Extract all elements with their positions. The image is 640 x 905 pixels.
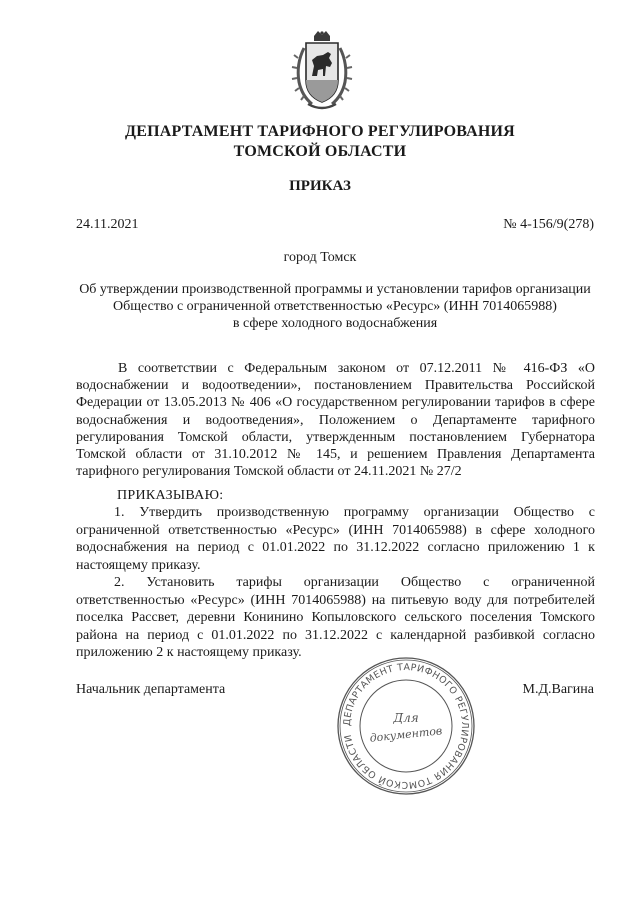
document-number: № 4-156/9(278): [503, 217, 594, 232]
signatory-position: Начальник департамента: [76, 682, 226, 697]
document-date: 24.11.2021: [76, 217, 139, 232]
subject-line: Об утверждении производственной программы и установлении тарифов организации: [79, 282, 591, 297]
document-title: ПРИКАЗ: [289, 178, 351, 194]
stamp-center-line: документов: [369, 724, 443, 745]
signatory-name: М.Д.Вагина: [522, 682, 594, 697]
document-subject: [70, 281, 600, 332]
region-name: ТОМСКОЙ ОБЛАСТИ: [233, 143, 407, 160]
department-heading: [0, 122, 640, 162]
preamble-paragraph: В соответствии с Федеральным законом от 07.12.2011 № 416-ФЗ «О водоснабжении и водоотведении», постановлением Правительства Российской Федерации от 13.05.2013 № 406 «О государственном регулировании тарифов в сфере водоснабжения и водоотведения», Положением о Департаменте тарифного регулирования Томской области, утвержденным постановлением Губернатора Томской области от 31.10.2012 № 145, и решением Правления Департамента тарифного регулирования Томской области от 24.11.2021 № 27/2: [76, 361, 595, 480]
official-stamp: [335, 655, 477, 797]
tomsk-coat-of-arms-icon: [290, 30, 354, 114]
subject-line: в сфере холодного водоснабжения: [232, 316, 438, 331]
document-city: город Томск: [283, 250, 357, 265]
department-name: ДЕПАРТАМЕНТ ТАРИФНОГО РЕГУЛИРОВАНИЯ: [125, 123, 515, 140]
order-keyword: ПРИКАЗЫВАЮ:: [117, 488, 224, 503]
stamp-ring-text: ДЕПАРТАМЕНТ ТАРИФНОГО РЕГУЛИРОВАНИЯ ТОМСКОЙ ОБЛАСТИ: [341, 661, 471, 791]
subject-line: Общество с ограниченной ответственностью «Ресурс» (ИНН 7014065988): [113, 299, 557, 314]
order-item: 2. Установить тарифы организации Общество с ограниченной ответственностью «Ресурс» (ИНН 7014065988) на питьевую воду для потребителей поселка Рассвет, деревни Конинино Копыловского сельского поселения Томского района на период с 01.01.2022 по 31.12.2022 с календарной разбивкой согласно приложению 2 к настоящему приказу.: [76, 575, 595, 660]
order-item: 1. Утвердить производственную программу организации Общество с ограниченной ответственностью «Ресурс» (ИНН 7014065988) в сфере холодного водоснабжения на период с 01.01.2022 по 31.12.2022 согласно приложению 1 к настоящему приказу.: [76, 505, 595, 573]
stamp-center-line: Для: [393, 711, 419, 725]
